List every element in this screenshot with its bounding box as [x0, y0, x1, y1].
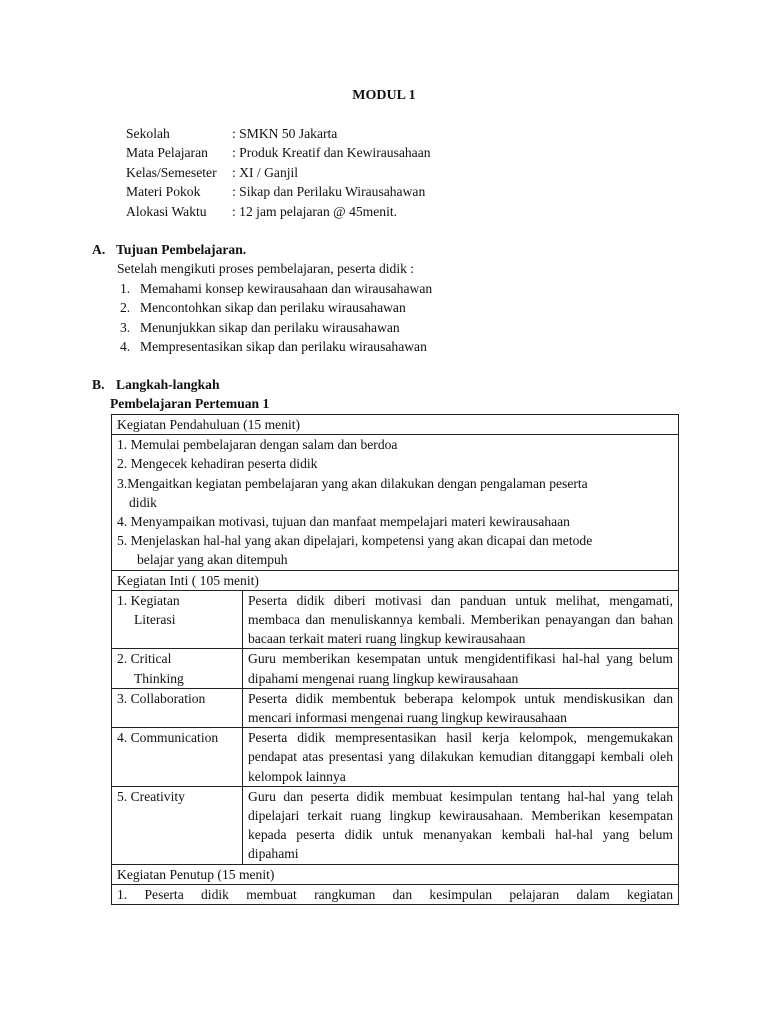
activity-description: Peserta didik membentuk beberapa kelompok untuk mendiskusikan dan mencari informasi mengenai ruang lingkup kewirausahaan	[243, 688, 679, 727]
inti-heading: Kegiatan Inti ( 105 menit)	[112, 570, 679, 590]
activity-label	[112, 688, 243, 727]
table-row	[112, 688, 679, 727]
table-row	[112, 728, 679, 787]
module-title: MODUL 1	[352, 88, 416, 103]
identity-key: Materi Pokok	[126, 184, 201, 200]
section-a-intro: Setelah mengikuti proses pembelajaran, peserta didik :	[117, 261, 415, 277]
penutup-heading: Kegiatan Penutup (15 menit)	[112, 864, 679, 884]
section-title: Tujuan Pembelajaran.	[116, 242, 247, 257]
identity-row-subject	[126, 143, 431, 162]
section-b-subheading: Pembelajaran Pertemuan 1	[110, 396, 270, 412]
item-continuation: belajar yang akan ditempuh	[137, 552, 288, 568]
identity-value: : Sikap dan Perilaku Wirausahawan	[232, 184, 426, 200]
activity-description: Peserta didik diberi motivasi dan panduan untuk melihat, mengamati, membaca dan menuliskannya kembali. Memberikan penayangan dan bahan bacaan terkait materi ruang lingkup kewirausahaan	[243, 590, 679, 649]
item-text: Menjelaskan hal-hal yang akan dipelajari, kompetensi yang akan dicapai dan metode	[130, 533, 593, 549]
activity-label	[112, 590, 243, 649]
identity-row-topic	[126, 182, 431, 201]
list-item	[92, 298, 692, 317]
identity-key: Alokasi Waktu	[126, 203, 207, 219]
table-row	[112, 884, 679, 904]
section-a-heading	[92, 240, 692, 259]
item-number: 4.	[120, 339, 131, 355]
item-number: 4.	[117, 514, 128, 530]
list-item	[117, 512, 673, 531]
label-line: 1. Kegiatan	[117, 592, 180, 608]
section-letter: B.	[92, 377, 105, 392]
list-item	[92, 318, 692, 337]
item-number: 5.	[117, 533, 128, 549]
label-line: Literasi	[134, 612, 176, 628]
list-item	[117, 435, 673, 454]
label-line: 2. Critical	[117, 651, 172, 667]
activity-description: Peserta didik mempresentasikan hasil kerja kelompok, mengemukakan pendapat atas presentasi yang dilakukan kemudian ditanggapi kembali oleh kelompok lainnya	[243, 728, 679, 787]
identity-value: : 12 jam pelajaran @ 45menit.	[232, 203, 398, 219]
section-b-heading	[92, 375, 692, 394]
table-row	[112, 570, 679, 590]
list-item	[117, 454, 673, 473]
identity-value: : SMKN 50 Jakarta	[232, 126, 338, 141]
label-line: Thinking	[134, 670, 184, 686]
activity-label	[112, 728, 243, 787]
penutup-first-item: 1. Peserta didik membuat rangkuman dan kesimpulan pelajaran dalam kegiatan	[112, 884, 679, 904]
item-text: Menunjukkan sikap dan perilaku wirausahawan	[140, 319, 400, 335]
identity-key: Sekolah	[126, 126, 170, 141]
list-item	[92, 337, 692, 356]
pendahuluan-heading: Kegiatan Pendahuluan (15 menit)	[112, 415, 679, 435]
identity-row-class	[126, 163, 431, 182]
identity-row-time	[126, 202, 431, 221]
pendahuluan-list	[112, 435, 679, 570]
item-number: 2.	[120, 300, 131, 316]
identity-value: : Produk Kreatif dan Kewirausahaan	[232, 145, 431, 161]
label-line: 5. Creativity	[117, 788, 185, 804]
activity-description: Guru dan peserta didik membuat kesimpulan tentang hal-hal yang telah dipelajari terkait ruang lingkup kewirausahaan. Memberikan kesempatan kepada peserta didik untuk menanyakan kembali hal-hal yang belum dipahami	[243, 786, 679, 864]
list-item	[117, 531, 673, 550]
item-number: 2.	[117, 456, 128, 472]
identity-key: Mata Pelajaran	[126, 145, 208, 161]
table-row	[112, 864, 679, 884]
item-number: 3.	[117, 475, 128, 491]
table-row	[112, 415, 679, 435]
section-title: Langkah-langkah	[116, 377, 220, 392]
item-continuation: didik	[129, 494, 157, 510]
objectives-list	[92, 279, 692, 357]
activity-label	[112, 786, 243, 864]
item-text: Menyampaikan motivasi, tujuan dan manfaat mempelajari materi kewirausahaan	[130, 514, 570, 530]
list-item	[92, 279, 692, 298]
label-line: 3. Collaboration	[117, 690, 206, 706]
table-row	[112, 435, 679, 570]
item-text: Memahami konsep kewirausahaan dan wirausahawan	[140, 280, 433, 296]
activity-description: Guru memberikan kesempatan untuk mengidentifikasi hal-hal yang belum dipahami mengenai ruang lingkup kewirausahaan	[243, 649, 679, 688]
table-row	[112, 590, 679, 649]
identity-row-school	[126, 124, 431, 143]
item-text: Memulai pembelajaran dengan salam dan berdoa	[130, 437, 398, 453]
identity-key: Kelas/Semeseter	[126, 164, 217, 180]
item-text: Mengaitkan kegiatan pembelajaran yang akan dilakukan dengan pengalaman peserta	[127, 475, 588, 491]
section-steps	[92, 375, 692, 414]
activity-label	[112, 649, 243, 688]
item-text: Mempresentasikan sikap dan perilaku wirausahawan	[140, 339, 427, 355]
item-text: Mengecek kehadiran peserta didik	[130, 456, 318, 472]
section-letter: A.	[92, 242, 106, 257]
item-number: 1.	[120, 280, 131, 296]
item-number: 1.	[117, 437, 128, 453]
learning-steps-table	[111, 414, 679, 905]
item-number: 3.	[120, 319, 131, 335]
identity-value: : XI / Ganjil	[232, 164, 299, 180]
section-objectives	[92, 240, 692, 356]
table-row	[112, 786, 679, 864]
table-row	[112, 649, 679, 688]
item-text: Mencontohkan sikap dan perilaku wirausahawan	[140, 300, 406, 316]
label-line: 4. Communication	[117, 730, 219, 746]
identity-block	[126, 124, 431, 221]
list-item	[117, 474, 673, 493]
